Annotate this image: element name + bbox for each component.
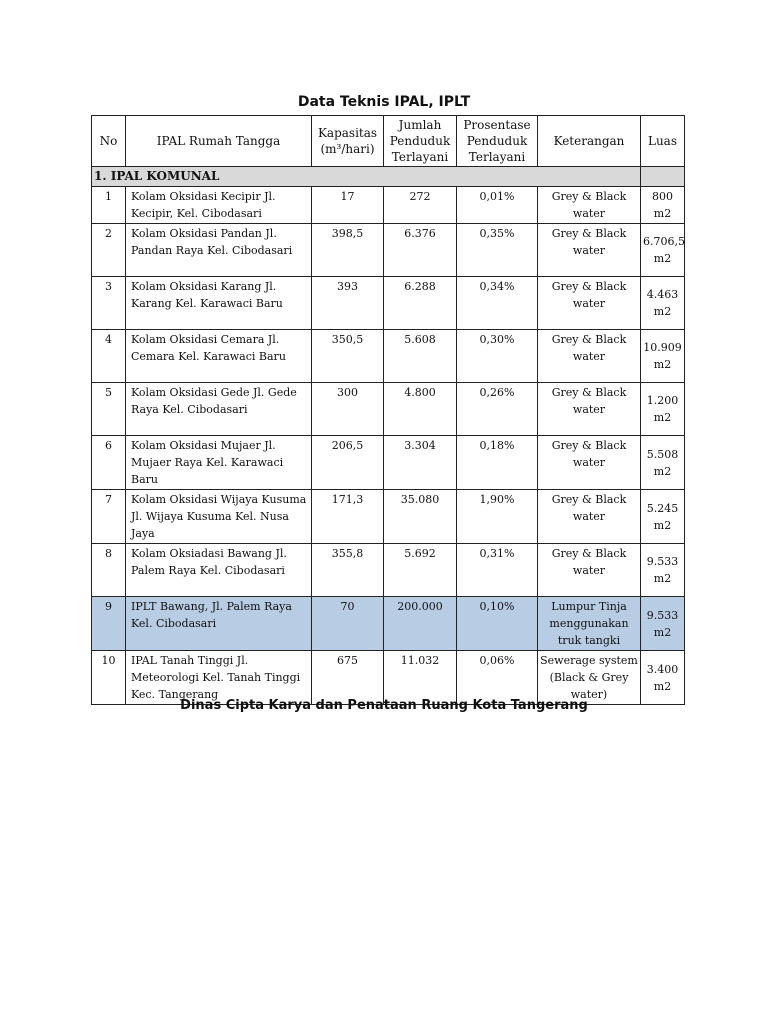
table-row (92, 490, 685, 544)
row-kapasitas: 398,5 (312, 224, 384, 277)
row-no: 1 (92, 187, 126, 224)
row-kapasitas: 206,5 (312, 436, 384, 490)
row-ipal-name: Kolam Oksidasi Gede Jl. Gede Raya Kel. Cibodasari (126, 383, 312, 436)
row-keterangan: Lumpur Tinja menggunakan truk tangki (538, 597, 641, 651)
header-luas: Luas (641, 116, 685, 167)
header-ipal: IPAL Rumah Tangga (126, 116, 312, 167)
row-no: 7 (92, 490, 126, 544)
row-no: 8 (92, 544, 126, 597)
row-ipal-name: IPAL Tanah Tinggi Jl. Meteorologi Kel. Tanah Tinggi Kec. Tangerang (126, 651, 312, 705)
row-prosentase: 0,06% (457, 651, 538, 705)
row-prosentase: 0,10% (457, 597, 538, 651)
table-row (92, 277, 685, 330)
table-row (92, 544, 685, 597)
row-luas: 800 m2 (641, 187, 685, 224)
row-kapasitas: 17 (312, 187, 384, 224)
header-jumlah: Jumlah Penduduk Terlayani (384, 116, 457, 167)
row-no: 2 (92, 224, 126, 277)
row-kapasitas: 393 (312, 277, 384, 330)
row-jumlah: 272 (384, 187, 457, 224)
section-luas-cell (641, 167, 685, 187)
row-luas: 9.533 m2 (641, 597, 685, 651)
table-row (92, 651, 685, 705)
row-no: 10 (92, 651, 126, 705)
row-keterangan: Grey & Black water (538, 330, 641, 383)
row-ipal-name: IPLT Bawang, Jl. Palem Raya Kel. Cibodasari (126, 597, 312, 651)
row-keterangan: Grey & Black water (538, 224, 641, 277)
header-no: No (92, 116, 126, 167)
row-kapasitas: 300 (312, 383, 384, 436)
row-ipal-name: Kolam Oksidasi Kecipir Jl. Kecipir, Kel. Cibodasari (126, 187, 312, 224)
row-jumlah: 3.304 (384, 436, 457, 490)
row-keterangan: Grey & Black water (538, 383, 641, 436)
row-luas: 9.533 m2 (641, 544, 685, 597)
header-prosentase: Prosentase Penduduk Terlayani (457, 116, 538, 167)
row-no: 4 (92, 330, 126, 383)
row-jumlah: 6.288 (384, 277, 457, 330)
row-luas: 10.909 m2 (641, 330, 685, 383)
row-no: 6 (92, 436, 126, 490)
row-luas: 4.463 m2 (641, 277, 685, 330)
row-prosentase: 0,18% (457, 436, 538, 490)
row-jumlah: 4.800 (384, 383, 457, 436)
row-prosentase: 0,01% (457, 187, 538, 224)
row-luas: 5.508 m2 (641, 436, 685, 490)
row-keterangan: Grey & Black water (538, 436, 641, 490)
row-jumlah: 5.692 (384, 544, 457, 597)
table-row (92, 597, 685, 651)
document-title: Data Teknis IPAL, IPLT (297, 94, 471, 110)
ipal-table (91, 115, 685, 705)
document-footer: Dinas Cipta Karya dan Penataan Ruang Kota Tangerang (180, 698, 588, 713)
row-jumlah: 35.080 (384, 490, 457, 544)
row-ipal-name: Kolam Oksidasi Mujaer Jl. Mujaer Raya Kel. Karawaci Baru (126, 436, 312, 490)
section-row (92, 167, 685, 187)
row-jumlah: 5.608 (384, 330, 457, 383)
table-row (92, 436, 685, 490)
table-row (92, 224, 685, 277)
table-row (92, 383, 685, 436)
row-kapasitas: 675 (312, 651, 384, 705)
row-prosentase: 0,31% (457, 544, 538, 597)
row-ipal-name: Kolam Oksiadasi Bawang Jl. Palem Raya Kel. Cibodasari (126, 544, 312, 597)
header-keterangan: Keterangan (538, 116, 641, 167)
row-kapasitas: 70 (312, 597, 384, 651)
table-row (92, 330, 685, 383)
row-no: 5 (92, 383, 126, 436)
row-kapasitas: 350,5 (312, 330, 384, 383)
row-prosentase: 0,30% (457, 330, 538, 383)
header-kapasitas: Kapasitas (m³/hari) (312, 116, 384, 167)
row-kapasitas: 171,3 (312, 490, 384, 544)
row-keterangan: Sewerage system (Black & Grey water) (538, 651, 641, 705)
row-keterangan: Grey & Black water (538, 277, 641, 330)
row-luas: 3.400 m2 (641, 651, 685, 705)
table-row (92, 187, 685, 224)
row-no: 9 (92, 597, 126, 651)
row-luas: 5.245 m2 (641, 490, 685, 544)
row-keterangan: Grey & Black water (538, 490, 641, 544)
row-prosentase: 1,90% (457, 490, 538, 544)
row-prosentase: 0,26% (457, 383, 538, 436)
row-prosentase: 0,34% (457, 277, 538, 330)
row-jumlah: 6.376 (384, 224, 457, 277)
row-luas: 6.706,5 m2 (641, 224, 685, 277)
row-luas: 1.200 m2 (641, 383, 685, 436)
row-ipal-name: Kolam Oksidasi Cemara Jl. Cemara Kel. Karawaci Baru (126, 330, 312, 383)
row-no: 3 (92, 277, 126, 330)
section-label: 1. IPAL KOMUNAL (92, 167, 641, 187)
row-jumlah: 200.000 (384, 597, 457, 651)
row-keterangan: Grey & Black water (538, 187, 641, 224)
row-ipal-name: Kolam Oksidasi Pandan Jl. Pandan Raya Kel. Cibodasari (126, 224, 312, 277)
row-ipal-name: Kolam Oksidasi Karang Jl. Karang Kel. Karawaci Baru (126, 277, 312, 330)
row-keterangan: Grey & Black water (538, 544, 641, 597)
row-ipal-name: Kolam Oksidasi Wijaya Kusuma Jl. Wijaya Kusuma Kel. Nusa Jaya (126, 490, 312, 544)
row-kapasitas: 355,8 (312, 544, 384, 597)
table-header-row (92, 116, 685, 167)
row-jumlah: 11.032 (384, 651, 457, 705)
row-prosentase: 0,35% (457, 224, 538, 277)
